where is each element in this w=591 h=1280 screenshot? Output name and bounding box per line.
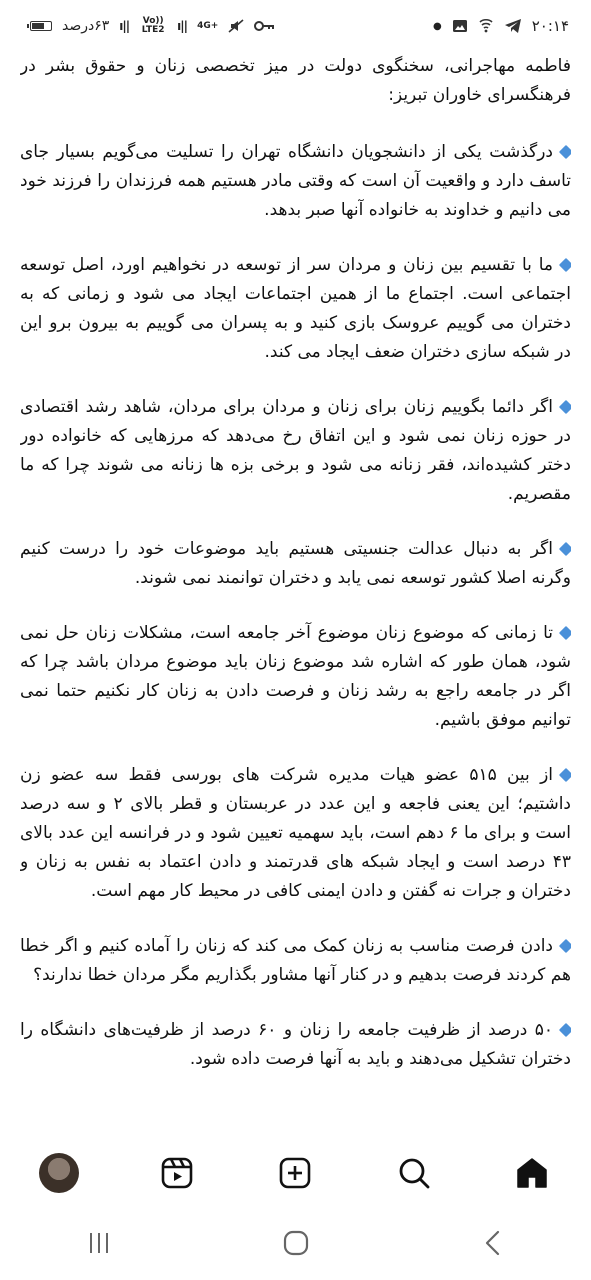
blue-diamond-icon [559, 145, 571, 159]
reels-tab[interactable] [147, 1143, 207, 1203]
battery-text: ۶۳درصد [62, 18, 110, 34]
home-button[interactable] [266, 1213, 326, 1273]
blue-diamond-icon [559, 542, 571, 556]
blue-diamond-icon [559, 626, 571, 640]
post-caption [20, 52, 571, 1137]
mute-icon [228, 18, 244, 34]
caption-paragraph: اگر دائما بگوییم زنان برای زنان و مردان برای مردان، شاهد رشد اقتصادی در حوزه زنان نمی شود و این اتفاق رخ می‌دهد که مرزهایی که خانواده دور دختر کشیده‌اند، فقر زنانه می شود و برخی بزه ها زنانه می شوند چرا که ما مقصریم. [20, 393, 571, 509]
status-time: ۲۰:۱۴ [531, 17, 569, 35]
blue-diamond-icon [559, 939, 571, 953]
caption-paragraph: از بین ۵۱۵ عضو هیات مدیره شرکت های بورسی فقط سه عضو زن داشتیم؛ این یعنی فاجعه و این عدد در عربستان و قطر بالای ۲ و سه درصد است و برای ما ۶ دهم است، باید سهمیه تعیین شود و در فرانسه این عدد بالای ۴۳ درصد است و ایجاد شبکه های قدرتمند و دادن اعتماد به نفس به زنان و دختران و جرات نه گفتن و دادن ایمنی کافی در محیط کار مهم است. [20, 761, 571, 906]
status-right [433, 17, 569, 35]
blue-diamond-icon [559, 400, 571, 414]
signal-icon: ı|| [119, 19, 130, 33]
home-icon [515, 1156, 549, 1190]
recent-apps-button[interactable] [69, 1213, 129, 1273]
gallery-icon [452, 18, 468, 34]
key-icon [254, 19, 274, 33]
recent-apps-icon [85, 1231, 113, 1255]
signal-icon-2: ı|| [177, 19, 188, 33]
wifi-call-icon [478, 18, 494, 34]
profile-tab[interactable] [29, 1143, 89, 1203]
system-nav-bar [0, 1206, 591, 1280]
reels-icon [160, 1156, 194, 1190]
back-chevron-icon [481, 1229, 505, 1257]
avatar [39, 1153, 79, 1193]
plus-square-icon [278, 1156, 312, 1190]
dot-icon: ● [432, 20, 442, 32]
blue-diamond-icon [559, 1023, 571, 1037]
caption-paragraph: درگذشت یکی از دانشجویان دانشگاه تهران را تسلیت می‌گویم بسیار جای تاسف دارد و واقعیت آن است که وقتی مادر هستیم همه فرزندان را فرزند خود می دانیم و خداوند به خانواده آنها صبر بدهد. [20, 138, 571, 225]
search-tab[interactable] [384, 1143, 444, 1203]
telegram-icon [504, 18, 522, 34]
caption-paragraph: ۵۰ درصد از ظرفیت جامعه را زنان و ۶۰ درصد از ظرفیت‌های دانشگاه را دختران تشکیل می‌دهند و باید به آنها فرصت داده شود. [20, 1016, 571, 1074]
create-tab[interactable] [265, 1143, 325, 1203]
lte-badge: Vo)) LTE2 [141, 16, 165, 35]
status-left [30, 17, 274, 35]
home-tab[interactable] [502, 1143, 562, 1203]
search-icon [397, 1156, 431, 1190]
blue-diamond-icon [559, 768, 571, 782]
back-button[interactable] [463, 1213, 523, 1273]
caption-paragraph: اگر به دنبال عدالت جنسیتی هستیم باید موضوعات خود را درست کنیم وگرنه اصلا کشور توسعه نمی یابد و دختران توانمند نمی شوند. [20, 535, 571, 593]
4g-badge: 4G+ [197, 20, 219, 31]
status-bar [0, 0, 591, 52]
home-circle-icon [282, 1229, 310, 1257]
battery-icon [30, 21, 52, 31]
caption-paragraph: تا زمانی که موضوع زنان موضوع آخر جامعه است، مشکلات زنان حل نمی شود، همان طور که اشاره شد موضوع زنان باید موضوع مردان باشد چرا که اگر در جامعه راجع به رشد زنان و فرصت دادن به زنان کار نکنیم حتما نمی توانیم موفق باشیم. [20, 619, 571, 735]
caption-paragraph: دادن فرصت مناسب به زنان کمک می کند که زنان را آماده کنیم و اگر خطا هم کردند فرصت بدهیم و در کنار آنها مشاور بگذاریم مگر مردان خطا ندارند؟ [20, 932, 571, 990]
bottom-nav [0, 1140, 591, 1206]
caption-intro: فاطمه مهاجرانی، سخنگوی دولت در میز تخصصی زنان و حقوق بشر در فرهنگسرای خاوران تبریز: [20, 56, 571, 105]
blue-diamond-icon [559, 258, 571, 272]
caption-paragraph: ما با تقسیم بین زنان و مردان سر از توسعه در نخواهیم اورد، اصل توسعه اجتماعی است. اجتماع ما از همین اجتماعات ایجاد می شود و زمانی که به دختران می گوییم عروسک بازی کنید و به پسران می گوییم به بیرون برو این در شبکه سازی دختران ضعف ایجاد می کند. [20, 251, 571, 367]
